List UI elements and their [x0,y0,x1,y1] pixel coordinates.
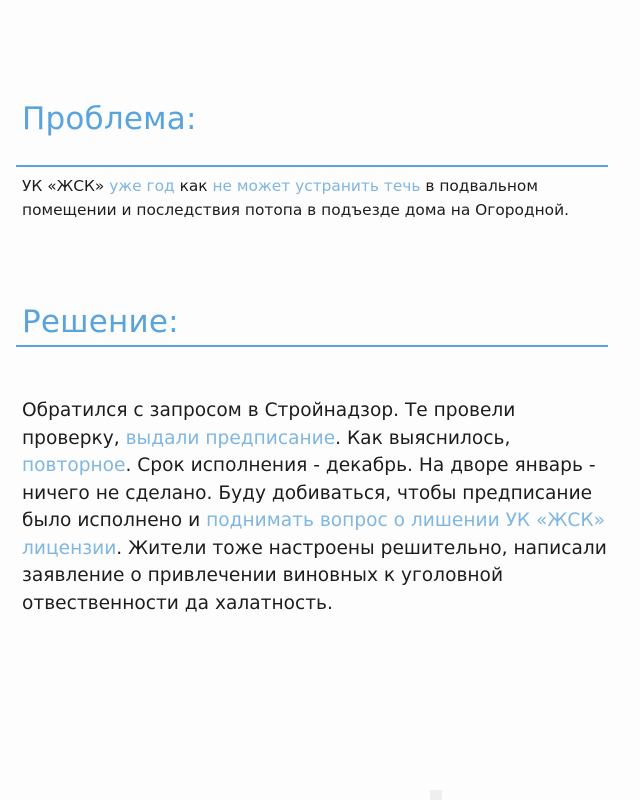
solution-divider [16,345,608,347]
problem-text [22,174,624,222]
solution-highlight-license: поднимать вопрос о лишении УК «ЖСК» лицензии [22,510,605,559]
solution-text-segment: . Жители тоже настроены решительно, написали заявление о привлечении виновных к уголовной отвественности да халатность. [22,537,607,614]
problem-highlight-leak: не может устранить течь [212,177,421,195]
corner-mark [430,790,442,800]
problem-highlight-duration: уже год [109,177,175,195]
solution-highlight-repeated: повторное [22,455,126,476]
solution-text-segment: . Срок исполнения - декабрь. На дворе январь - ничего не сделано. Буду добиваться, чтобы предписание было исполнено и [22,455,596,531]
problem-text-segment: как [174,177,213,195]
problem-heading: Проблема: [22,101,197,137]
solution-text-segment: Обратился с запросом в Стройнадзор. Те провели проверку, [22,400,516,449]
solution-text-segment: . Как выяснилось, [335,427,511,449]
solution-text [22,397,612,617]
problem-divider [16,165,608,167]
solution-heading: Решение: [22,304,179,340]
problem-text-segment: УК «ЖСК» [22,177,110,195]
problem-text-segment: в подвальном помещении и последствия потопа в подъезде дома на Огородной. [22,177,569,219]
solution-highlight-order: выдали предписание [125,427,336,449]
